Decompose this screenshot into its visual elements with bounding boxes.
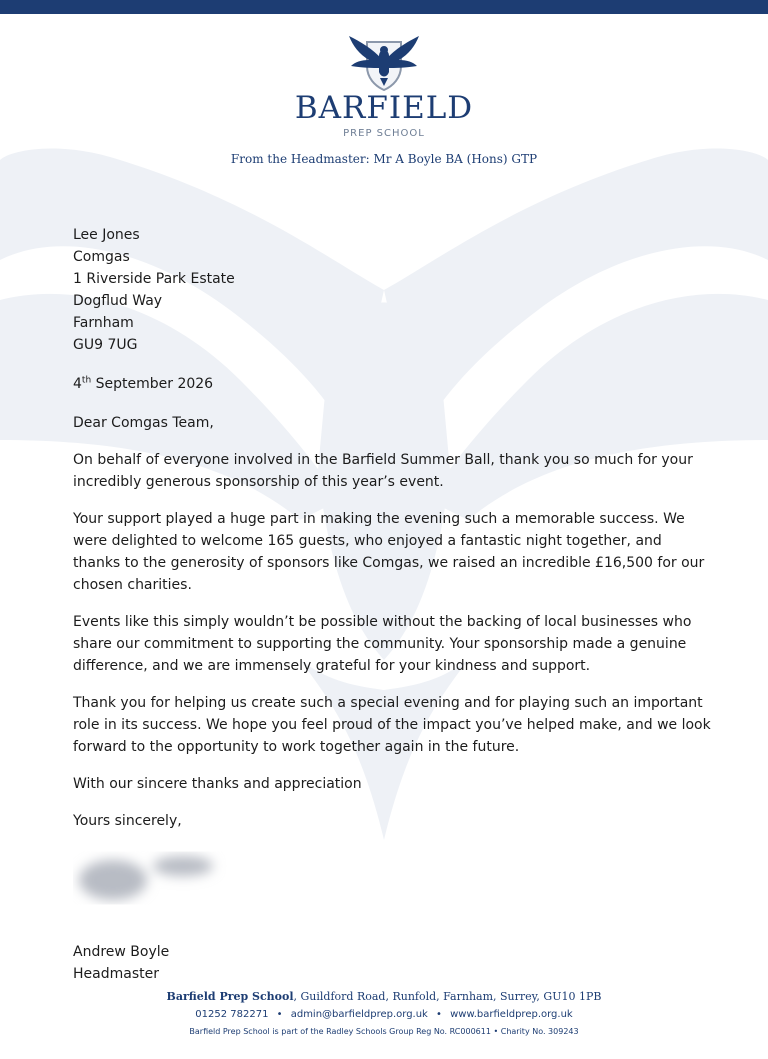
signer-name: Andrew Boyle [73, 944, 170, 960]
closing: Yours sincerely, [73, 813, 182, 829]
address-line: 1 Riverside Park Estate [73, 271, 235, 287]
letter-body [73, 224, 713, 985]
footer-legal-line: Barfield Prep School is part of the Radley Schools Group Reg No. RC000611 • Charity No. 309243 [189, 1027, 579, 1036]
address-line: Dogflud Way [73, 293, 163, 309]
headmaster-line: From the Headmaster: Mr A Boyle BA (Hons) GTP [230, 152, 538, 166]
top-border-bar [0, 0, 768, 14]
signer-title: Headmaster [73, 966, 159, 982]
letter-date [73, 373, 713, 395]
date-rest: September 2026 [95, 376, 214, 392]
footer-school-name: Barfield Prep School [166, 990, 294, 1003]
salutation: Dear Comgas Team, [73, 415, 214, 431]
blurred-signature [73, 840, 233, 912]
footer-separator: • [276, 1009, 283, 1020]
address-line: Farnham [73, 315, 134, 331]
address-line: Comgas [73, 249, 130, 265]
paragraph-1: On behalf of everyone involved in the Barfield Summer Ball, thank you so much for your incredibly generous sponsorship of this year’s event. [73, 452, 693, 490]
footer-address: , Guildford Road, Runfold, Farnham, Surrey, GU10 1PB [293, 990, 602, 1003]
date-suffix: th [81, 375, 92, 386]
address-line: GU9 7UG [73, 337, 138, 353]
paragraph-4: Thank you for helping us create such a special evening and for playing such an important role in its success. We hope you feel proud of the impact you’ve helped make, and we look forward to the opportunity to work together again in the future. [73, 695, 711, 755]
date-day: 4 [73, 376, 82, 392]
footer-email[interactable]: admin@barfieldprep.org.uk [290, 1009, 428, 1020]
footer-website[interactable]: www.barfieldprep.org.uk [450, 1009, 573, 1020]
recipient-address [73, 224, 713, 356]
school-subtitle: PREP SCHOOL [343, 128, 425, 139]
paragraph-5: With our sincere thanks and appreciation [73, 776, 362, 792]
paragraph-2: Your support played a huge part in making the evening such a memorable success. We were delighted to welcome 165 guests, who enjoyed a fantastic night together, and thanks to the generosity of sponsors like Comgas, we raised an incredible £16,500 for our chosen charities. [73, 511, 705, 593]
address-line: Lee Jones [73, 227, 140, 243]
footer-phone: 01252 782271 [195, 1009, 269, 1020]
school-name: BARFIELD [294, 90, 474, 126]
eagle-crest-icon [347, 32, 421, 94]
letter-footer [0, 988, 768, 1040]
footer-address-line [0, 988, 768, 1006]
footer-separator: • [436, 1009, 442, 1020]
paragraph-3: Events like this simply wouldn’t be possible without the backing of local businesses who share our commitment to supporting the community. Your sponsorship made a genuine difference, and we are immensely grateful for your kindness and support. [73, 614, 692, 674]
footer-contact-line [0, 1006, 768, 1024]
